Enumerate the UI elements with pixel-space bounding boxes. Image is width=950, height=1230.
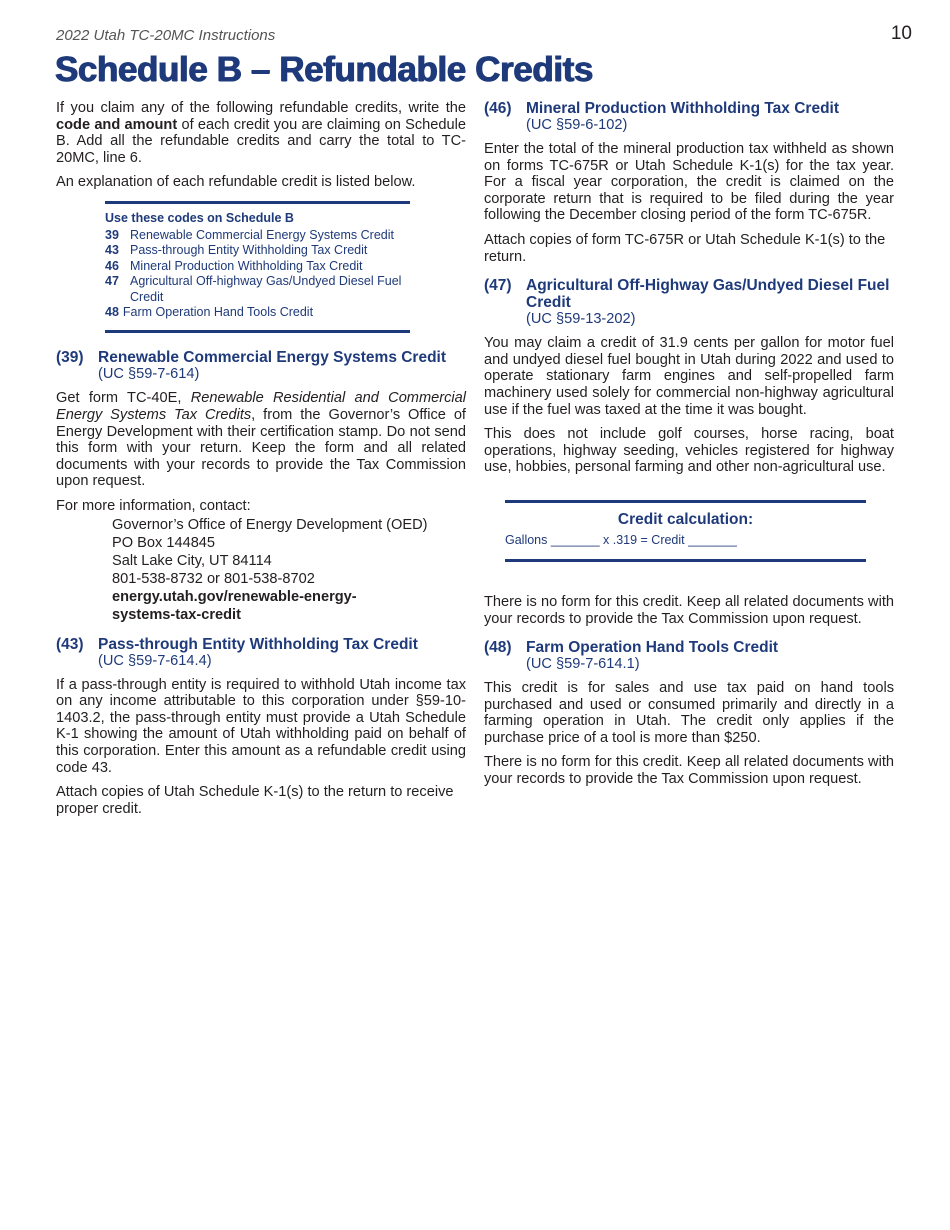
contact-website-link[interactable]: energy.utah.gov/renewable-energy- systems-tax-credit xyxy=(112,588,357,623)
section-48-note: There is no form for this credit. Keep all related documents with your records to provide the Tax Commission upon request. xyxy=(484,754,894,788)
section-48-paragraph: This credit is for sales and use tax paid on hand tools purchased and used or consumed primarily and directly in a farming operation in Utah. The credit only applies if the purchase price of a tool is more than $250. xyxy=(484,680,894,746)
section-code-reference: (UC §59-7-614.1) xyxy=(526,656,640,673)
contact-line: Salt Lake City, UT 84114 xyxy=(112,552,272,569)
codes-box-title: Use these codes on Schedule B xyxy=(105,210,294,225)
section-46-paragraph: Attach copies of form TC-675R or Utah Schedule K-1(s) to the return. xyxy=(484,231,886,265)
section-47-note: There is no form for this credit. Keep all related documents with your records to provide the Tax Commission upon request. xyxy=(484,593,894,627)
page-number: 10 xyxy=(890,23,912,44)
section-47-paragraph: This does not include golf courses, horse racing, boat operations, highway seeding, vehicles registered for highway use, hobbies, personal farming and other non-agricultural use. xyxy=(484,426,894,476)
intro-paragraph: If you claim any of the following refundable credits, write the code and amount of each credit you are claiming on Schedule B. Add all the refundable credits and carry the total to TC-20MC, line 6. xyxy=(56,100,466,166)
section-title: Pass-through Entity Withholding Tax Credit xyxy=(98,635,418,653)
credit-calculation-title: Credit calculation: xyxy=(617,510,754,528)
code-row xyxy=(105,259,410,274)
section-39-paragraph: Get form TC-40E, Renewable Residential and Commercial Energy Systems Tax Credits, from the Governor’s Office of Energy Development with their certification stamp. Do not send this form with your return. Keep the form and all related documents with your records to provide the Tax Commission upon request. xyxy=(56,390,466,490)
page-title: Schedule B – Refundable Credits xyxy=(55,50,593,89)
section-code-reference: (UC §59-13-202) xyxy=(526,311,636,328)
section-title: Agricultural Off-Highway Gas/Undyed Diesel Fuel Credit xyxy=(526,277,890,312)
code-label: Renewable Commercial Energy Systems Credit xyxy=(130,227,394,242)
code-number: 46 xyxy=(105,258,119,273)
contact-line: Governor’s Office of Energy Development (OED) xyxy=(112,516,428,533)
section-47-paragraph: You may claim a credit of 31.9 cents per gallon for motor fuel and undyed diesel fuel bought in Utah during 2022 and used to operate stationary farm engines and self-propelled farm machinery used solely for commercial non-highway agricultural use if the fuel was taxed at the time it was bought. xyxy=(484,335,894,418)
code-row xyxy=(105,274,410,305)
section-46-paragraph: Enter the total of the mineral production tax withheld as shown on forms TC-675R or Utah Schedule K-1(s) for the tax year. For a fiscal year corporation, the credit is claimed on the corporate return that is required to be filed during the year following the December closing period of the form TC-675R. xyxy=(484,141,894,224)
contact-phone: 801-538-8732 or 801-538-8702 xyxy=(112,570,315,587)
contact-address xyxy=(112,516,466,624)
document-header-title: 2022 Utah TC-20MC Instructions xyxy=(56,27,276,44)
section-48-heading xyxy=(484,639,894,673)
section-code-reference: (UC §59-6-102) xyxy=(526,117,628,133)
section-number: (47) xyxy=(484,277,512,295)
code-number: 47 xyxy=(105,274,119,289)
section-code-reference: (UC §59-7-614) xyxy=(98,366,200,383)
intro-explanation: An explanation of each refundable credit is listed below. xyxy=(56,174,416,191)
code-label: Agricultural Off-highway Gas/Undyed Diesel Fuel Credit xyxy=(130,274,402,304)
code-number: 43 xyxy=(105,243,119,258)
code-label: Mineral Production Withholding Tax Credit xyxy=(130,258,363,273)
section-43-heading xyxy=(56,636,466,670)
credit-calculation-box xyxy=(505,500,866,562)
section-title: Mineral Production Withholding Tax Credit xyxy=(526,100,840,117)
section-47-heading xyxy=(484,277,894,328)
section-number: (43) xyxy=(56,635,84,653)
section-number: (39) xyxy=(56,349,84,367)
section-title: Renewable Commercial Energy Systems Credit xyxy=(98,349,447,367)
code-row xyxy=(105,228,410,243)
section-code-reference: (UC §59-7-614.4) xyxy=(98,652,212,669)
right-column xyxy=(484,100,894,796)
section-43-paragraph: Attach copies of Utah Schedule K-1(s) to the return to receive proper credit. xyxy=(56,784,454,817)
section-number: (48) xyxy=(484,639,512,657)
code-label: Pass-through Entity Withholding Tax Credit xyxy=(130,243,368,258)
left-column xyxy=(56,100,466,825)
section-title: Farm Operation Hand Tools Credit xyxy=(526,639,779,657)
section-46-heading xyxy=(484,100,894,134)
code-row xyxy=(105,305,410,320)
credit-calculation-formula: Gallons _______ x .319 = Credit _______ xyxy=(505,532,737,547)
section-39-heading xyxy=(56,349,466,383)
codes-box xyxy=(105,201,410,333)
code-number: 48 xyxy=(105,305,119,319)
code-label: Farm Operation Hand Tools Credit xyxy=(122,305,314,319)
contact-line: PO Box 144845 xyxy=(112,534,216,551)
contact-intro: For more information, contact: xyxy=(56,497,251,514)
code-number: 39 xyxy=(105,227,119,242)
section-number: (46) xyxy=(484,100,512,117)
code-row xyxy=(105,243,410,258)
section-43-paragraph: If a pass-through entity is required to withhold Utah income tax on any income attributable to this corporation under §59-10-1403.2, the pass-through entity must provide a Utah Schedule K-1 showing the amount of Utah withholding paid on behalf of this corporation. Enter this amount as a refundable credit using code 43. xyxy=(56,676,466,776)
